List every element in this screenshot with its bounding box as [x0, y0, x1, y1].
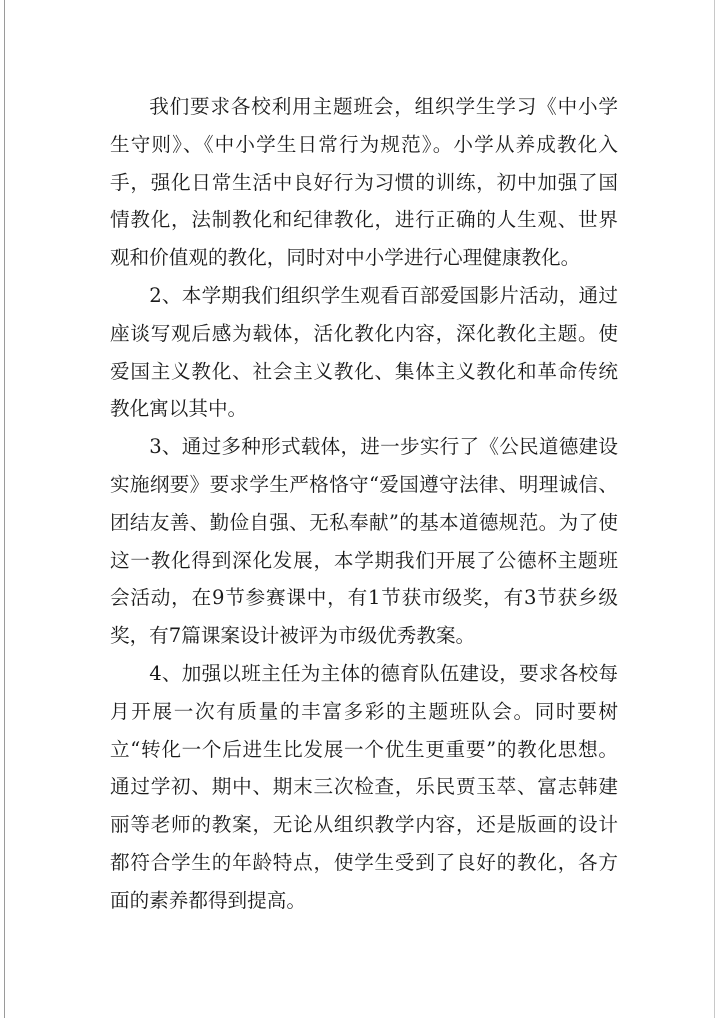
paragraph-intro: 我们要求各校利用主题班会，组织学生学习《中小学生守则》、《中小学生日常行为规范》。小学从养成教化入手，强化日常生活中良好行为习惯的训练，初中加强了国情教化，法制教化和纪律教化，进行正确的人生观、世界观和价值观的教化，同时对中小学进行心理健康教化。 — [110, 95, 618, 270]
paragraph-item-3: 3、通过多种形式载体，进一步实行了《公民道德建设实施纲要》要求学生严格恪守“爱国遵守法律、明理诚信、团结友善、勤俭自强、无私奉献”的基本道德规范。为了使这一教化得到深化发展，本学期我们开展了公德杯主题班会活动，在9节参赛课中，有1节获市级奖，有3节获乡级奖，有7篇课案设计被评为市级优秀教案。 — [110, 435, 618, 648]
document-body — [110, 88, 618, 920]
page-left-edge — [4, 0, 5, 1018]
paragraph-item-4: 4、加强以班主任为主体的德育队伍建设，要求各校每月开展一次有质量的丰富多彩的主题班队会。同时要树立“转化一个后进生比发展一个优生更重要”的教化思想。通过学初、期中、期末三次检查，乐民贾玉萃、富志韩建丽等老师的教案，无论从组织教学内容，还是版画的设计都符合学生的年龄特点，使学生受到了良好的教化，各方面的素养都得到提高。 — [110, 661, 618, 912]
page-right-edge — [714, 0, 715, 1018]
paragraph-item-2: 2、本学期我们组织学生观看百部爱国影片活动，通过座谈写观后感为载体，活化教化内容，深化教化主题。使爱国主义教化、社会主义教化、集体主义教化和革命传统教化寓以其中。 — [110, 283, 618, 421]
